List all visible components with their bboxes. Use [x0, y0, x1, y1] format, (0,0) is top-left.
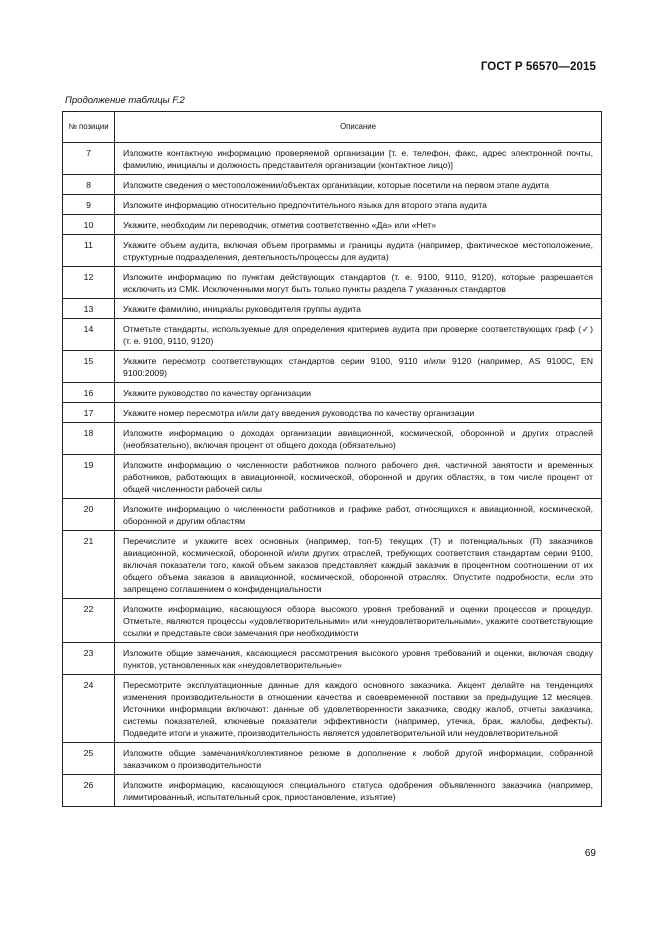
row-description: Пересмотрите эксплуатационные данные для каждого основного заказчика. Акцент делайте на тенденциях изменения производительности в отношении качества и своевременной поставки за предыдущие 12 месяцев. Источники информации включают: данные об удовлетворенности заказчика, сводку жалоб, отчеты заказчика, системы показателей, ключевые показатели эффективности (например, утечка, брак, жалобы, дефекты). Подведите итоги и укажите, производительность является удовлетворительной или неудовлетворительной	[115, 675, 602, 743]
table-row	[63, 383, 602, 403]
page-number: 69	[584, 848, 596, 859]
row-description: Изложите информацию относительно предпочтительного языка для второго этапа аудита	[115, 195, 602, 215]
table-row	[63, 403, 602, 423]
table-row	[63, 531, 602, 599]
row-description: Перечислите и укажите всех основных (например, топ-5) текущих (Т) и потенциальных (П) заказчиков авиационной, космической, оборонной и/или других отраслей, требующих соответствия стандартам серии 9100, включая показатели того, какой объем заказов представляет каждый заказчик в процентном соотношении от их общего объема заказов в авиационной, космической, оборонной отраслях. Опустите подробности, если это запрещено соглашением о конфиденциальности	[115, 531, 602, 599]
table-header-row	[63, 112, 602, 143]
row-description: Изложите информацию по пунктам действующих стандартов (т. е. 9100, 9110, 9120), которые разрешается исключить из СМК. Исключенными могут быть только пункты раздела 7 указанных стандартов	[115, 267, 602, 299]
column-header-description: Описание	[115, 112, 602, 143]
row-number: 16	[63, 383, 115, 403]
table-caption: Продолжение таблицы F.2	[65, 95, 185, 106]
table-row	[63, 643, 602, 675]
row-description: Изложите общие замечания, касающиеся рассмотрения высокого уровня требований и оценки, включая сводку пунктов, установленных как «неудовлетворительные»	[115, 643, 602, 675]
row-description: Укажите номер пересмотра и/или дату введения руководства по качеству организации	[115, 403, 602, 423]
row-description: Укажите, необходим ли переводчик, отметив соответственно «Да» или «Нет»	[115, 215, 602, 235]
row-number: 18	[63, 423, 115, 455]
row-number: 24	[63, 675, 115, 743]
row-number: 11	[63, 235, 115, 267]
table-row	[63, 599, 602, 643]
row-description: Изложите информацию о численности работников и графике работ, относящихся к авиационной, космической, оборонной и другим областям	[115, 499, 602, 531]
row-number: 13	[63, 299, 115, 319]
table-row	[63, 195, 602, 215]
row-number: 10	[63, 215, 115, 235]
row-description: Изложите контактную информацию проверяемой организации [т. е. телефон, факс, адрес электронной почты, фамилию, инициалы и должность представителя организации (контактное лицо)]	[115, 143, 602, 175]
row-description: Изложите общие замечания/коллективное резюме в дополнение к любой другой информации, собранной заказчиком о производительности	[115, 743, 602, 775]
row-description: Укажите объем аудита, включая объем программы и границы аудита (например, фактическое местоположение, структурные подразделения, деятельность/процессы для аудита)	[115, 235, 602, 267]
description-table	[62, 111, 602, 807]
row-number: 22	[63, 599, 115, 643]
row-description: Укажите фамилию, инициалы руководителя группы аудита	[115, 299, 602, 319]
row-number: 23	[63, 643, 115, 675]
column-header-number: № позиции	[63, 112, 115, 143]
document-code: ГОСТ Р 56570—2015	[480, 61, 596, 73]
table-row	[63, 319, 602, 351]
table-row	[63, 235, 602, 267]
row-number: 19	[63, 455, 115, 499]
table-row	[63, 215, 602, 235]
row-number: 17	[63, 403, 115, 423]
row-description: Изложите информацию о численности работников полного рабочего дня, частичной занятости и временных работников, работающих в авиационной, космической, оборонной и других областях, в том числе процент от общей численности рабочей силы	[115, 455, 602, 499]
table-row	[63, 455, 602, 499]
row-description: Изложите информацию, касающуюся обзора высокого уровня требований и оценки процессов и процедур. Отметьте, являются процессы «удовлетворительными» или «неудовлетворительными», укажите соответствующие ссылки и представьте свои замечания при необходимости	[115, 599, 602, 643]
row-description: Изложите информацию о доходах организации авиационной, космической, оборонной и других отраслей (необязательно), включая процент от общего дохода (обязательно)	[115, 423, 602, 455]
table-row	[63, 423, 602, 455]
row-number: 14	[63, 319, 115, 351]
table-row	[63, 267, 602, 299]
row-description: Укажите руководство по качеству организации	[115, 383, 602, 403]
row-number: 20	[63, 499, 115, 531]
row-description: Укажите пересмотр соответствующих стандартов серии 9100, 9110 и/или 9120 (например, AS 9100C, EN 9100:2009)	[115, 351, 602, 383]
row-number: 9	[63, 195, 115, 215]
table-row	[63, 175, 602, 195]
row-number: 21	[63, 531, 115, 599]
row-number: 7	[63, 143, 115, 175]
table-row	[63, 743, 602, 775]
table-row	[63, 499, 602, 531]
table-row	[63, 775, 602, 807]
row-description: Изложите информацию, касающуюся специального статуса одобрения объявленного заказчика (например, лимитированный, испытательный срок, приостановление, изъятие)	[115, 775, 602, 807]
row-description: Отметьте стандарты, используемые для определения критериев аудита при проверке соответствующих граф (✓) (т. е. 9100, 9110, 9120)	[115, 319, 602, 351]
row-number: 8	[63, 175, 115, 195]
table-row	[63, 351, 602, 383]
row-number: 15	[63, 351, 115, 383]
row-number: 25	[63, 743, 115, 775]
row-number: 26	[63, 775, 115, 807]
row-description: Изложите сведения о местоположении/объектах организации, которые посетили на первом этапе аудита	[115, 175, 602, 195]
row-number: 12	[63, 267, 115, 299]
table-row	[63, 143, 602, 175]
table-row	[63, 299, 602, 319]
table-row	[63, 675, 602, 743]
